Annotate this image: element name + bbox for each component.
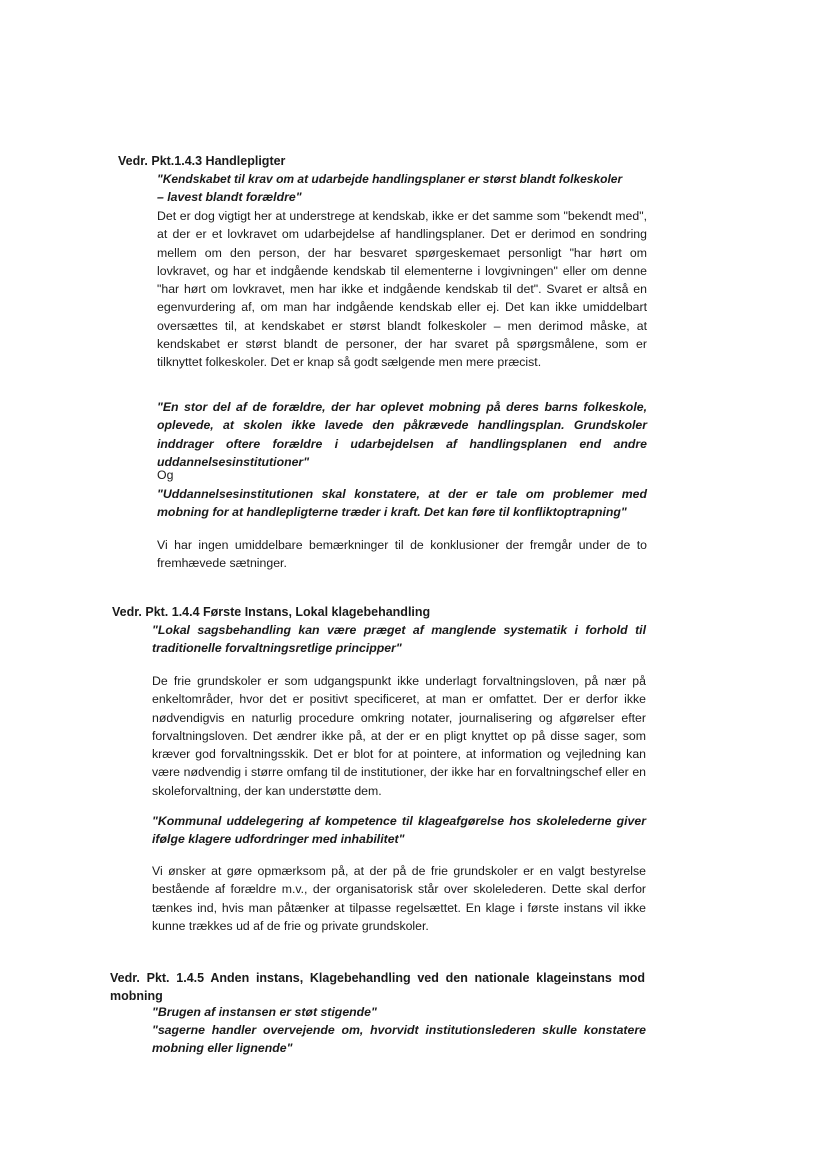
quote-handlingsplaner xyxy=(157,170,647,207)
quote-line-2: – lavest blandt forældre" xyxy=(157,190,302,205)
paragraph-frie-grundskoler: De frie grundskoler er som udgangspunkt ikke underlagt forvaltningsloven, på nær på enkeltområder, hvor det er positivt specificeret, at man er omfattet. Der er derfor ikke nødvendigvis en naturlig procedure omkring notater, journalisering og afgørelser efter forvaltningsloven. Det ændrer ikke på, at der er en pligt knyttet op på disse sager, som kræver god forvaltningsskik. Det er blot for at pointere, at information og vejledning kan være nødvendig i større omfang til de institutioner, der ikke har en forvaltningschef eller en skoleforvaltning, der kan understøtte dem. xyxy=(152,674,646,798)
quote-brugen-af-instansen: "Brugen af instansen er støt stigende" xyxy=(152,1005,377,1019)
section-heading-1-4-5: Vedr. Pkt. 1.4.5 Anden instans, Klagebehandling ved den nationale klageinstans mod mobning xyxy=(110,971,645,1003)
quote-line-1: "Kendskabet til krav om at udarbejde handlingsplaner er størst blandt folkeskoler xyxy=(157,172,623,186)
paragraph-valgt-bestyrelse: Vi ønsker at gøre opmærksom på, at der på de frie grundskoler er en valgt bestyrelse bestående af forældre m.v., der organisatorisk står over skolelederen. Dette skal derfor tænkes ind, hvis man påtænker at tilpasse regelsættet. En klage i første instans vil ikke kunne trækkes ud af de frie og private grundskoler. xyxy=(152,864,646,933)
paragraph-kendskab: Det er dog vigtigt her at understrege at kendskab, ikke er det samme som "bekendt med", at der er et lovkravet om udarbejdelse af handlingsplaner. Det er derimod en sondring mellem om den person, der har besvaret spørgeskemaet personligt "har hørt om lovkravet, og har et indgående kendskab til elementerne i lovgivningen" eller om denne "har hørt om lovkravet, men har ikke et indgående kendskab til det". Svaret er altså en egenvurdering af, om man har indgående kendskab eller ej. Det kan ikke umiddelbart oversættes til, at kendskabet er størst blandt folkeskoler – men derimod måske, at kendskabet er størst blandt de personer, der har svaret på spørgsmålene, som er tilknyttet folkeskoler. Det er knap så godt sælgende men mere præcist. xyxy=(157,209,647,370)
quote-kommunal-uddelegering: "Kommunal uddelegering af kompetence til klageafgørelse hos skolelederne giver ifølge klagere udfordringer med inhabilitet" xyxy=(152,814,646,847)
paragraph-ingen-bemaerkninger: Vi har ingen umiddelbare bemærkninger til de konklusioner der fremgår under de to fremhævede sætninger. xyxy=(157,538,647,571)
section-heading-1-4-4: Vedr. Pkt. 1.4.4 Første Instans, Lokal klagebehandling xyxy=(112,605,431,619)
section-heading-1-4-3: Vedr. Pkt.1.4.3 Handlepligter xyxy=(118,154,286,168)
quote-uddannelsesinstitutionen: "Uddannelsesinstitutionen skal konstatere, at der er tale om problemer med mobning for at handlepligterne træder i kraft. Det kan føre til konfliktoptrapning" xyxy=(157,487,647,520)
quote-stor-del-foraeldre: "En stor del af de forældre, der har oplevet mobning på deres barns folkeskole, oplevede, at skolen ikke lavede den påkrævede handlingsplan. Grundskoler inddrager oftere forældre i udarbejdelsen af handlingsplanen end andre uddannelsesinstitutioner" xyxy=(157,400,647,469)
connector-og: Og xyxy=(157,468,174,482)
quote-sagerne-handler: "sagerne handler overvejende om, hvorvidt institutionslederen skulle konstatere mobning eller lignende" xyxy=(152,1023,646,1056)
quote-lokal-sagsbehandling: "Lokal sagsbehandling kan være præget af manglende systematik i forhold til traditionelle forvaltningsretlige principper" xyxy=(152,623,646,656)
